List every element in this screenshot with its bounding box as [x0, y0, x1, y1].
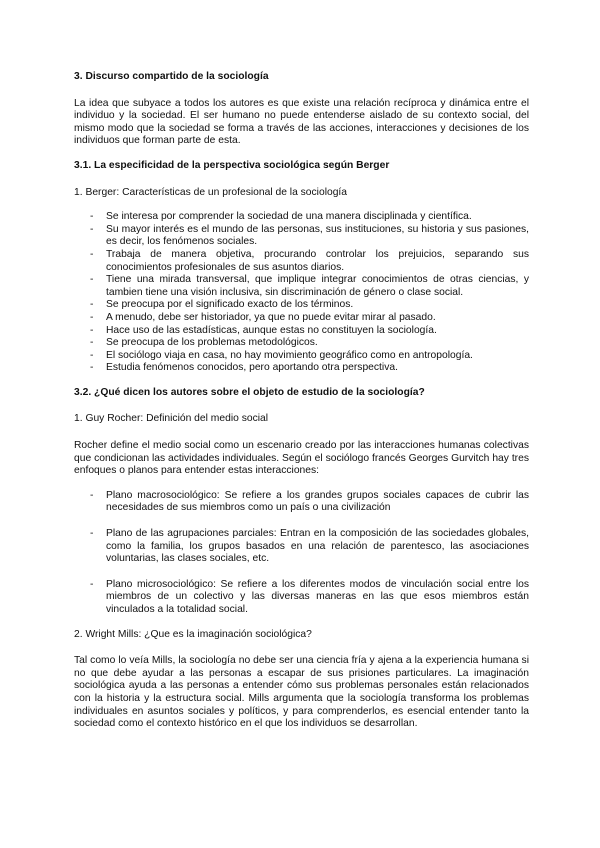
document-content: [74, 71, 529, 731]
list-item: - El sociólogo viaja en casa, no hay movimiento geográfico como en antropología.: [74, 350, 529, 363]
list-item: - Plano microsociológico: Se refiere a los diferentes modos de vinculación social entre los miembros de un colectivo y las diversas maneras en las que esos miembros están vinculados a la totalidad social.: [74, 579, 529, 617]
list-item: - Hace uso de las estadísticas, aunque estas no constituyen la sociología.: [74, 325, 529, 338]
list-item: - Se preocupa de los problemas metodológicos.: [74, 337, 529, 350]
mills-paragraph: Tal como lo veía Mills, la sociología no debe ser una ciencia fría y ajena a la experiencia humana si no que debe ayudar a las personas a escapar de sus prisiones particulares. La imaginación sociológica ayuda a las personas a entender cómo sus problemas personales están relacionados con la historia y la estructura social. Mills argumenta que la sociología transforma los problemas individuales en asuntos sociales y políticos, y para comprenderlos, es esencial entender tanto la sociedad como el contexto histórico en el que los individuos se desarrollan.: [74, 655, 529, 730]
mills-subheading: 2. Wright Mills: ¿Que es la imaginación sociológica?: [74, 628, 312, 640]
list-item: - Su mayor interés es el mundo de las personas, sus instituciones, su historia y sus pasiones, es decir, los fenómenos sociales.: [74, 224, 529, 249]
list-item: - A menudo, debe ser historiador, ya que no puede evitar mirar al pasado.: [74, 312, 529, 325]
rocher-subheading: 1. Guy Rocher: Definición del medio social: [74, 413, 269, 425]
section-3-1-heading: 3.1. La especificidad de la perspectiva sociológica según Berger: [74, 159, 390, 171]
section-3-heading: 3. Discurso compartido de la sociología: [74, 71, 269, 82]
list-item: - Plano macrosociológico: Se refiere a los grandes grupos sociales capaces de cubrir las necesidades de sus miembros como un país o una civilización: [74, 490, 529, 515]
list-item: - Plano de las agrupaciones parciales: Entran en la composición de las sociedades globales, como la familia, los grupos basados en una relación de parentesco, las asociaciones voluntarias, las clases sociales, etc.: [74, 528, 529, 566]
list-item: - Tiene una mirada transversal, que implique integrar conocimientos de otras ciencias, y tambien tiene una visión inclusiva, sin discriminación de género o clase social.: [74, 274, 529, 299]
section-3-2-heading: 3.2. ¿Qué dicen los autores sobre el objeto de estudio de la sociología?: [74, 386, 425, 398]
section-3-paragraph: La idea que subyace a todos los autores es que existe una relación recíproca y dinámica entre el individuo y la sociedad. El ser humano no puede entenderse aislado de su contexto social, del mismo modo que la sociedad se forma a través de las acciones, interacciones y decisiones de los individuos que forman parte de esta.: [74, 97, 529, 147]
rocher-paragraph: Rocher define el medio social como un escenario creado por las interacciones humanas colectivas que condicionan las actividades individuales. Según el sociólogo francés Georges Gurvitch hay tres enfoques o planos para entender estas interacciones:: [74, 440, 529, 477]
berger-subheading: 1. Berger: Características de un profesional de la sociología: [74, 186, 348, 198]
list-item: - Trabaja de manera objetiva, procurando controlar los prejuicios, separando sus conocimientos profesionales de sus asuntos diarios.: [74, 249, 529, 274]
list-item: - Se preocupa por el significado exacto de los términos.: [74, 299, 529, 312]
berger-list: [74, 211, 529, 375]
gurvitch-planes-list: [74, 490, 529, 617]
list-item: - Estudia fenómenos conocidos, pero aportando otra perspectiva.: [74, 362, 529, 375]
list-item: - Se interesa por comprender la sociedad de una manera disciplinada y científica.: [74, 211, 529, 224]
